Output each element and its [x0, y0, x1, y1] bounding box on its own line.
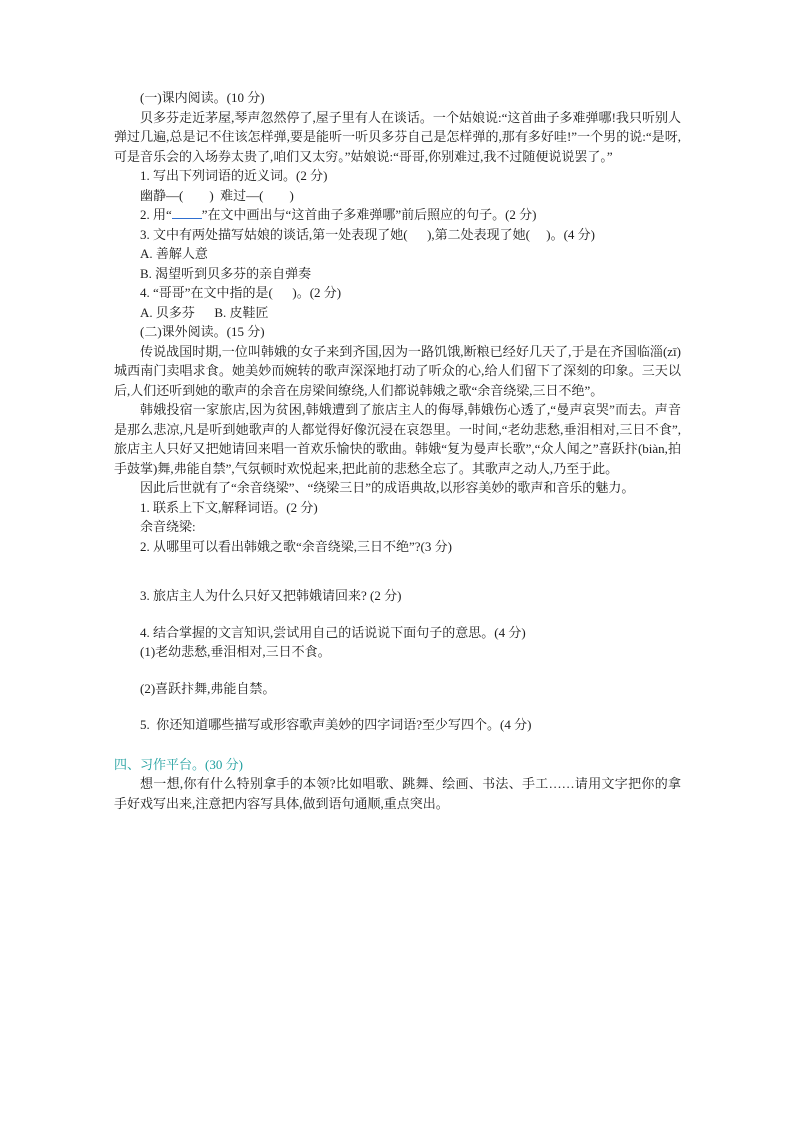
s1-question-1: 1. 写出下列词语的近义词。(2 分) [140, 168, 328, 183]
section2-passage-2: 韩娥投宿一家旅店,因为贫困,韩娥遭到了旅店主人的侮辱,韩娥伤心透了,“曼声哀哭”而去。声音是那么悲凉,凡是听到她歌声的人都觉得好像沉浸在哀怨里。一时间,“老幼悲愁,垂泪相对,三日不食”,旅店主人只好又把她请回来唱一首欢乐愉快的歌曲。韩娥“复为曼声长歌”,“众人闻之”喜跃抃(biàn,拍手鼓掌)舞,弗能自禁”,气氛顿时欢悦起来,把此前的悲愁全忘了。其歌声之动人,乃至于此。 [114, 402, 681, 476]
s2-question-1: 1. 联系上下文,解释词语。(2 分) [140, 499, 318, 515]
s2-question-4-sub-1: (1)老幼悲愁,垂泪相对,三日不食。 [140, 644, 331, 659]
s2-question-3: 3. 旅店主人为什么只好又把韩娥请回来? (2 分) [140, 588, 402, 603]
answer-space [114, 698, 681, 715]
s1-question-4: 4. “哥哥”在文中指的是( )。(2 分) [140, 285, 342, 300]
section2-passage-1: 传说战国时期,一位叫韩娥的女子来到齐国,因为一路饥饿,断粮已经好几天了,于是在齐国临淄(zī)城西南门卖唱求食。她美妙而婉转的歌声深深地打动了听众的心,给人们留下了深刻的印象。三天以后,人们还听到她的歌声的余音在房梁间缭绕,人们都说韩娥之歌“余音绕梁,三日不绝”。 [114, 343, 681, 398]
s1-question-2 [114, 205, 681, 225]
s1-question-3: 3. 文中有两处描写姑娘的谈话,第一处表现了她( ),第二处表现了她( )。(4 分) [140, 226, 595, 242]
section1-passage: 贝多芬走近茅屋,琴声忽然停了,屋子里有人在谈话。一个姑娘说:“这首曲子多难弹哪!我只听别人弹过几遍,总是记不住该怎样弹,要是能听一听贝多芬自己是怎样弹的,那有多好哇!”一个男的说:“是呀,可是音乐会的入场券太贵了,咱们又太穷。”姑娘说:“哥哥,你别难过,我不过随便说说罢了。” [114, 109, 681, 164]
answer-space [114, 662, 681, 679]
answer-space [114, 556, 681, 586]
s1-question-3-option-b: B. 渴望听到贝多芬的亲自弹奏 [140, 265, 312, 281]
section4-prompt: 想一想,你有什么特别拿手的本领?比如唱歌、跳舞、绘画、书法、手工……请用文字把你的拿手好戏写出来,注意把内容写具体,做到语句通顺,重点突出。 [114, 776, 681, 811]
section2-passage-3: 因此后世就有了“余音绕梁”、“绕梁三日”的成语典故,以形容美妙的歌声和音乐的魅力。 [140, 480, 635, 495]
answer-space [114, 735, 681, 755]
s2-question-5: 5. 你还知道哪些描写或形容歌声美妙的四字词语?至少写四个。(4 分) [140, 717, 532, 732]
s1-question-3-option-a: A. 善解人意 [140, 246, 208, 261]
s1-question-2-text-pre: 2. 用“ [140, 207, 172, 222]
answer-blank-underline [172, 208, 202, 219]
section4-heading: 四、习作平台。(30 分) [114, 756, 243, 772]
s1-question-2-text-post: ”在文中画出与“这首曲子多难弹哪”前后照应的句子。(2 分) [201, 207, 537, 222]
s1-question-4-options: A. 贝多芬 B. 皮鞋匠 [140, 304, 269, 320]
section1-heading: (一)课内阅读。(10 分) [140, 90, 265, 105]
section2-heading: (二)课外阅读。(15 分) [140, 324, 265, 339]
s1-question-1-blanks: 幽静—( ) 难过—( ) [140, 187, 294, 203]
s2-question-1-term: 余音绕梁: [140, 519, 196, 534]
answer-space [114, 606, 681, 623]
s2-question-4-sub-2: (2)喜跃抃舞,弗能自禁。 [140, 680, 276, 696]
s2-question-2: 2. 从哪里可以看出韩娥之歌“余音绕梁,三日不绝”?(3 分) [140, 538, 452, 554]
s2-question-4: 4. 结合掌握的文言知识,尝试用自己的话说说下面句子的意思。(4 分) [140, 624, 526, 640]
